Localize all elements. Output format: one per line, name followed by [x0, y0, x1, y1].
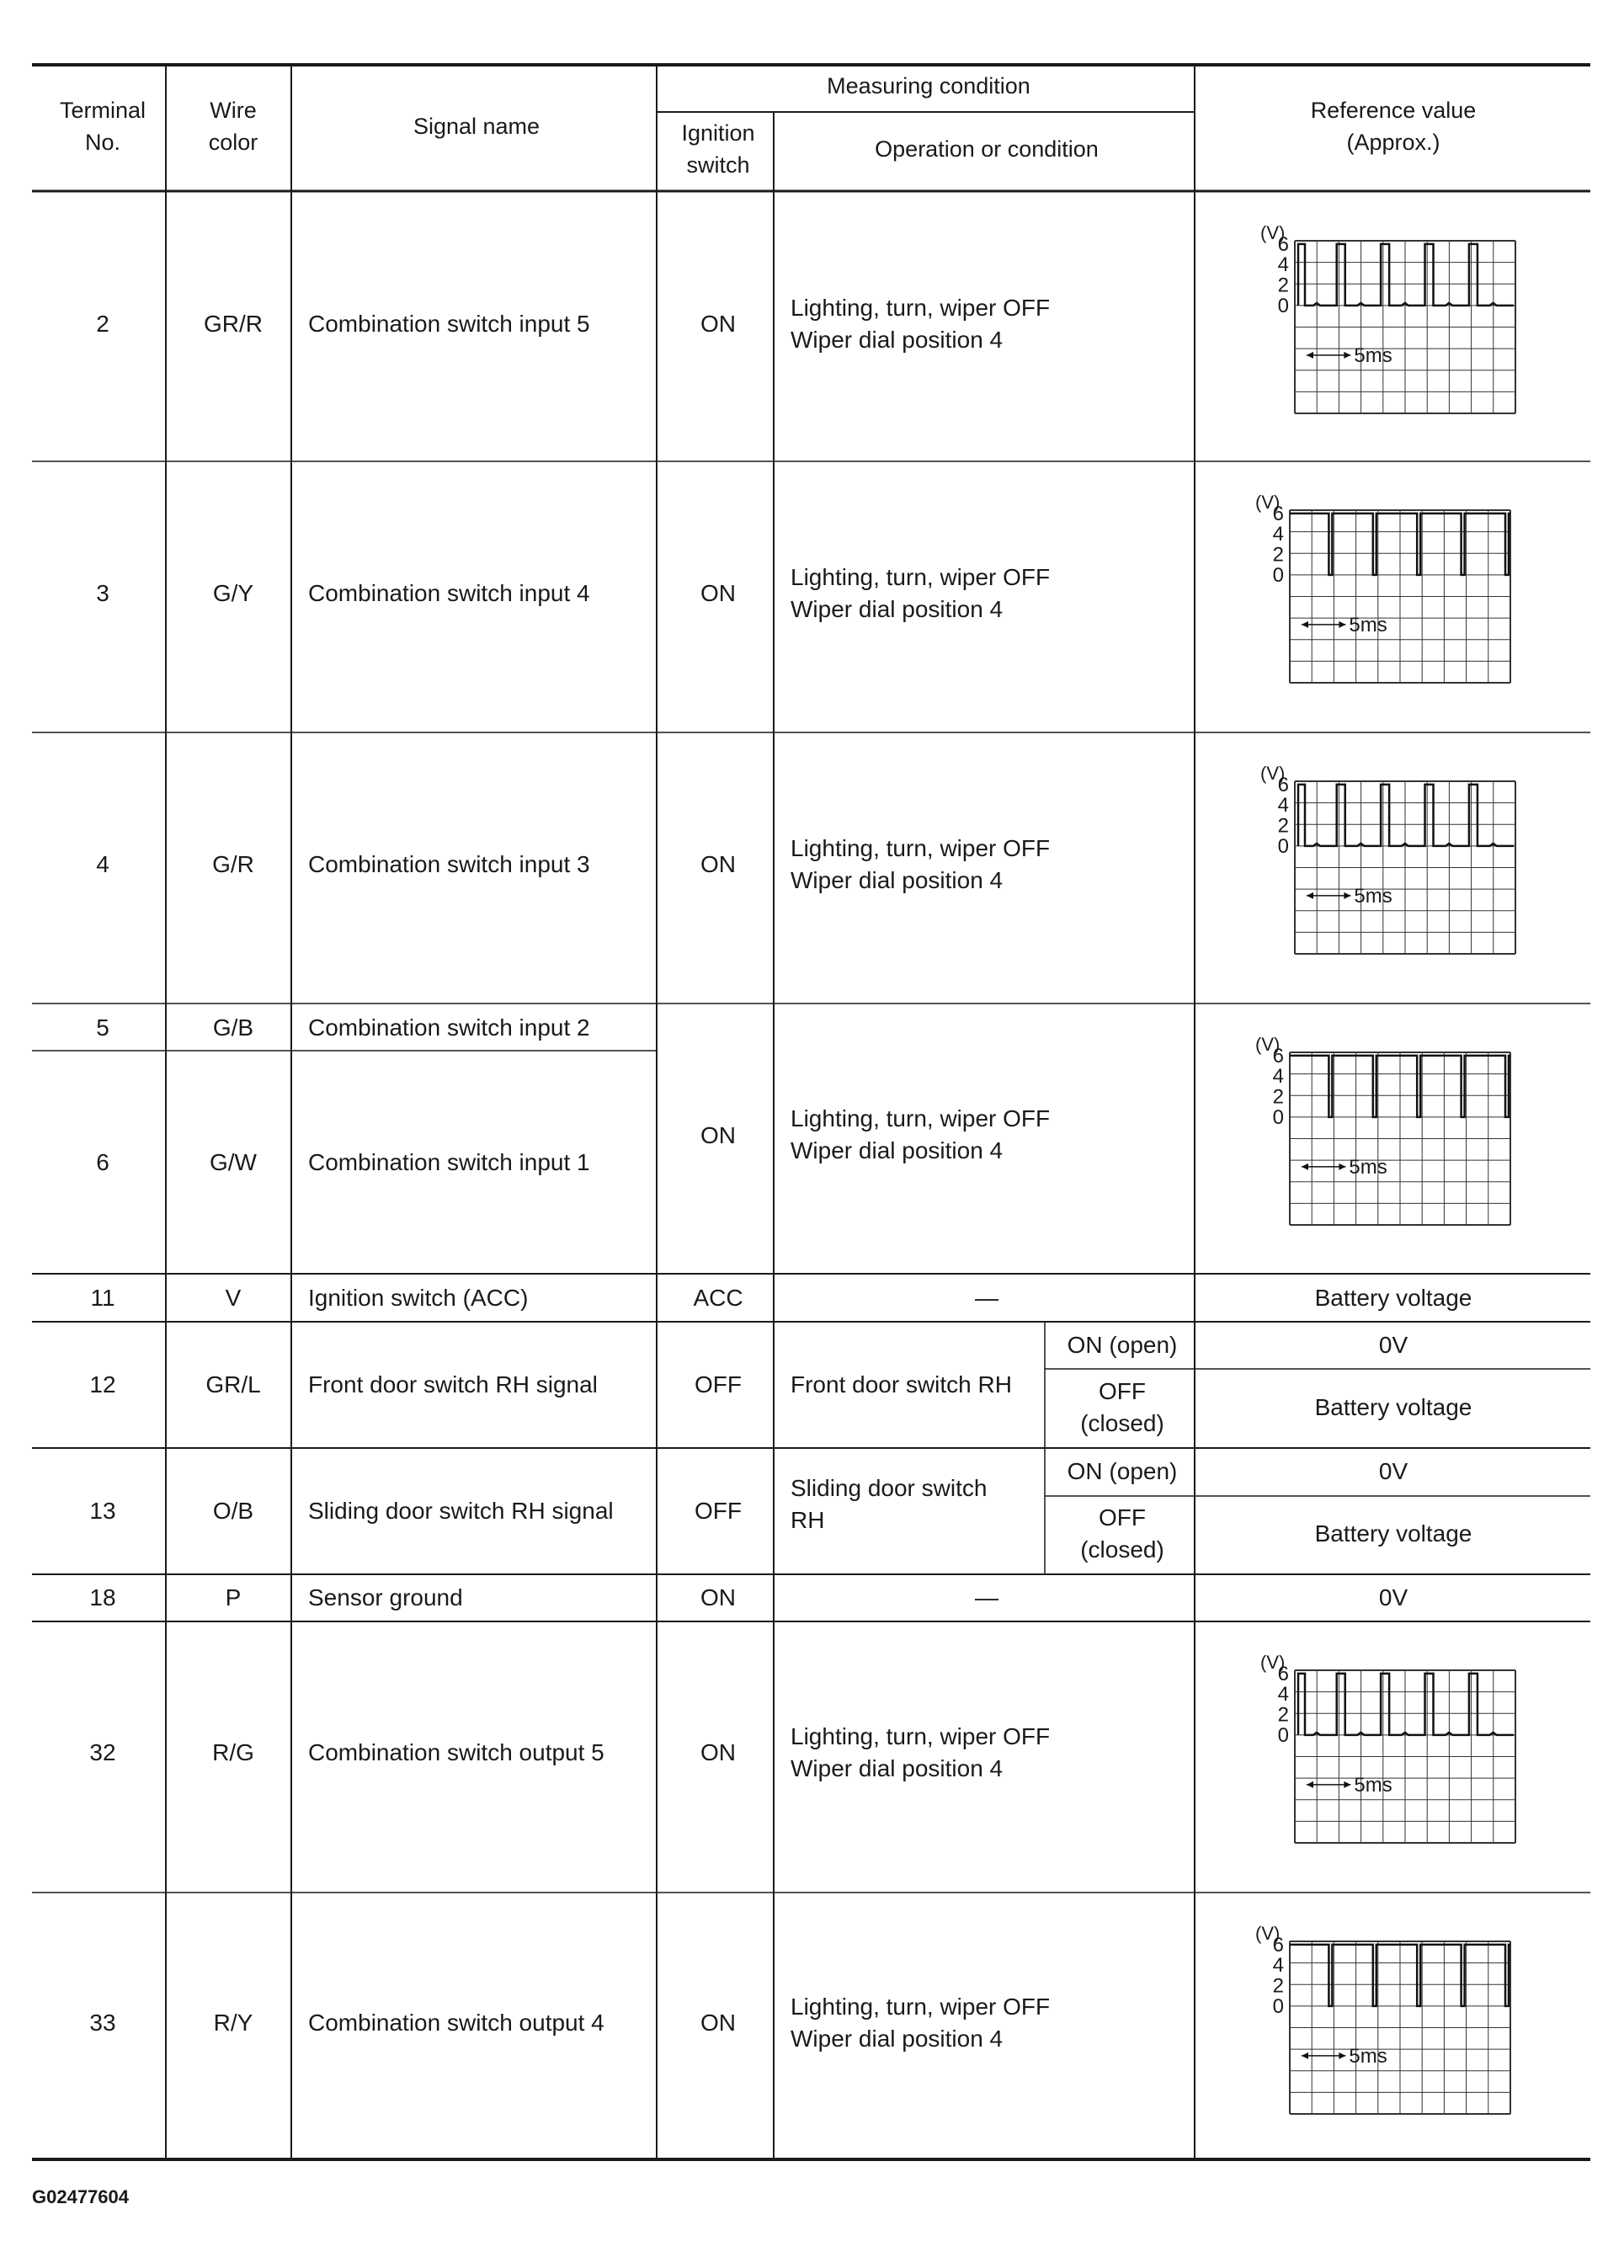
header-reference-value: Reference value [1310, 98, 1477, 123]
cell-signal: Combination switch input 5 [308, 311, 590, 337]
header-wire-color: Wire [210, 98, 257, 123]
cell-operation: Front door switch RH [791, 1371, 1012, 1398]
y-tick-label: 2 [1272, 1974, 1284, 1998]
y-unit-label: (V) [1260, 1652, 1286, 1673]
cell-state: ON (open) [1067, 1332, 1178, 1358]
cell-operation: Lighting, turn, wiper OFF [791, 295, 1051, 321]
waveform-chart [1255, 1034, 1510, 1225]
cell-signal: Combination switch output 5 [308, 1739, 604, 1765]
cell-signal: Combination switch input 4 [308, 580, 590, 606]
y-unit-label: (V) [1255, 1034, 1281, 1055]
cell-state: ON (open) [1067, 1458, 1178, 1484]
waveform-chart [1255, 492, 1510, 683]
time-scale-label: 5ms [1354, 884, 1392, 908]
time-scale-label: 5ms [1349, 2044, 1387, 2068]
header-ignition-switch: Ignition [681, 120, 755, 146]
waveform-chart [1260, 763, 1515, 954]
cell-operation: Lighting, turn, wiper OFF [791, 564, 1051, 590]
time-scale-label: 5ms [1354, 343, 1392, 367]
cell-ignition: OFF [695, 1371, 742, 1398]
y-tick-label: 2 [1277, 1703, 1289, 1727]
y-tick-label: 0 [1277, 294, 1289, 317]
cell-reference: Battery voltage [1314, 1520, 1472, 1547]
y-tick-label: 6 [1272, 1044, 1284, 1067]
waveform-chart [1255, 1923, 1510, 2114]
y-unit-label: (V) [1255, 1923, 1281, 1944]
y-tick-label: 6 [1272, 1933, 1284, 1957]
table-row [90, 1285, 1472, 1311]
table-row [89, 1458, 1472, 1563]
cell-signal: Sensor ground [308, 1584, 463, 1610]
y-tick-label: 2 [1277, 274, 1289, 297]
cell-signal: Ignition switch (ACC) [308, 1285, 529, 1311]
header-reference-value-2: (Approx.) [1346, 130, 1440, 155]
y-unit-label: (V) [1260, 763, 1286, 784]
table-row [89, 1723, 1050, 1781]
cell-reference: Battery voltage [1314, 1285, 1472, 1311]
cell-ignition: ON [700, 851, 736, 877]
cell-terminal: 2 [96, 311, 109, 337]
cell-operation: Lighting, turn, wiper OFF [791, 835, 1051, 861]
waveform-trace [1298, 1674, 1514, 1735]
cell-signal: Combination switch output 4 [308, 2010, 604, 2036]
y-tick-label: 0 [1277, 834, 1289, 858]
header-operation-condition: Operation or condition [875, 136, 1099, 162]
cell-terminal: 4 [96, 851, 109, 877]
cell-wire: GR/L [205, 1371, 261, 1398]
cell-ignition: ON [700, 1122, 736, 1148]
table-row [96, 564, 1050, 622]
cell-operation: Sliding door switch [791, 1475, 988, 1501]
cell-ignition: ACC [693, 1285, 743, 1311]
y-tick-label: 4 [1277, 1683, 1289, 1706]
cell-reference: Battery voltage [1314, 1394, 1472, 1420]
cell-terminal: 18 [89, 1584, 116, 1610]
y-tick-label: 4 [1272, 1065, 1284, 1089]
cell-terminal: 12 [89, 1371, 116, 1398]
cell-ignition: OFF [695, 1498, 742, 1524]
cell-operation-2: Wiper dial position 4 [791, 327, 1004, 353]
cell-reference: 0V [1378, 1458, 1408, 1484]
header-terminal-no-2: No. [84, 130, 121, 155]
y-tick-label: 6 [1277, 773, 1289, 796]
cell-operation-2: Wiper dial position 4 [791, 1137, 1004, 1163]
y-unit-label: (V) [1255, 492, 1281, 513]
table-row [89, 1332, 1472, 1436]
cell-operation: — [975, 1584, 998, 1610]
header-ignition-switch-2: switch [686, 152, 750, 178]
cell-reference: 0V [1378, 1332, 1408, 1358]
y-tick-label: 2 [1272, 1085, 1284, 1109]
cell-state: OFF [1099, 1504, 1146, 1531]
cell-terminal: 11 [90, 1285, 115, 1311]
cell-state-2: (closed) [1080, 1410, 1164, 1436]
table-row [89, 1994, 1050, 2052]
waveform-trace [1298, 785, 1514, 846]
cell-wire: GR/R [204, 311, 263, 337]
cell-ignition: ON [700, 1739, 736, 1765]
cell-signal: Combination switch input 2 [308, 1014, 590, 1041]
waveform-chart [1260, 222, 1515, 413]
y-tick-label: 0 [1272, 1105, 1284, 1129]
cell-operation-2: Wiper dial position 4 [791, 2026, 1004, 2052]
cell-wire: V [225, 1285, 242, 1311]
cell-operation: Lighting, turn, wiper OFF [791, 1723, 1051, 1749]
cell-state: OFF [1099, 1378, 1146, 1404]
y-tick-label: 2 [1277, 814, 1289, 838]
cell-ignition: ON [700, 580, 736, 606]
cell-wire: R/G [212, 1739, 254, 1765]
y-tick-label: 2 [1272, 543, 1284, 567]
cell-reference: 0V [1378, 1584, 1408, 1610]
cell-operation: — [975, 1285, 998, 1311]
cell-signal: Front door switch RH signal [308, 1371, 598, 1398]
cell-wire: G/R [212, 851, 254, 877]
cell-ignition: ON [700, 2010, 736, 2036]
cell-signal: Combination switch input 3 [308, 851, 590, 877]
y-tick-label: 6 [1277, 1662, 1289, 1685]
table-row [96, 835, 1050, 893]
table-row [89, 1584, 1408, 1610]
waveform-trace [1298, 244, 1514, 306]
time-scale-label: 5ms [1349, 1155, 1387, 1179]
cell-terminal: 6 [96, 1149, 109, 1175]
cell-operation-2: Wiper dial position 4 [791, 867, 1004, 893]
cell-wire: R/Y [213, 2010, 253, 2036]
cell-operation-2: Wiper dial position 4 [791, 596, 1004, 622]
cell-operation-2: Wiper dial position 4 [791, 1755, 1004, 1781]
cell-wire: P [225, 1584, 242, 1610]
y-unit-label: (V) [1260, 222, 1286, 243]
header-wire-color-2: color [208, 130, 258, 155]
cell-ignition: ON [700, 1584, 736, 1610]
cell-wire: G/Y [212, 580, 254, 606]
header-measuring-condition: Measuring condition [827, 73, 1030, 98]
cell-state-2: (closed) [1080, 1536, 1164, 1563]
y-tick-label: 4 [1272, 523, 1284, 546]
cell-operation: Lighting, turn, wiper OFF [791, 1994, 1051, 2020]
cell-wire: G/W [210, 1149, 257, 1175]
table-row [96, 295, 1050, 353]
y-tick-label: 4 [1272, 1954, 1284, 1978]
cell-signal: Combination switch input 1 [308, 1149, 590, 1175]
y-tick-label: 0 [1272, 1994, 1284, 2018]
header-signal-name: Signal name [413, 114, 540, 139]
y-tick-label: 0 [1272, 563, 1284, 587]
header-terminal-no: Terminal [59, 98, 146, 123]
y-tick-label: 6 [1272, 502, 1284, 525]
cell-operation: Lighting, turn, wiper OFF [791, 1105, 1051, 1131]
cell-operation-2: RH [791, 1507, 825, 1533]
cell-terminal: 32 [89, 1739, 116, 1765]
cell-signal: Sliding door switch RH signal [308, 1498, 614, 1524]
cell-terminal: 33 [89, 2010, 116, 2036]
cell-ignition: ON [700, 311, 736, 337]
cell-wire: G/B [212, 1014, 254, 1041]
cell-terminal: 5 [96, 1014, 109, 1041]
table-row [96, 1014, 1050, 1175]
cell-wire: O/B [212, 1498, 254, 1524]
y-tick-label: 0 [1277, 1723, 1289, 1747]
cell-terminal: 3 [96, 580, 109, 606]
time-scale-label: 5ms [1354, 1773, 1392, 1797]
y-tick-label: 4 [1277, 794, 1289, 817]
y-tick-label: 4 [1277, 253, 1289, 277]
time-scale-label: 5ms [1349, 613, 1387, 636]
cell-terminal: 13 [89, 1498, 116, 1524]
y-tick-label: 6 [1277, 232, 1289, 256]
document-id: G02477604 [32, 2186, 129, 2207]
waveform-chart [1260, 1652, 1515, 1843]
